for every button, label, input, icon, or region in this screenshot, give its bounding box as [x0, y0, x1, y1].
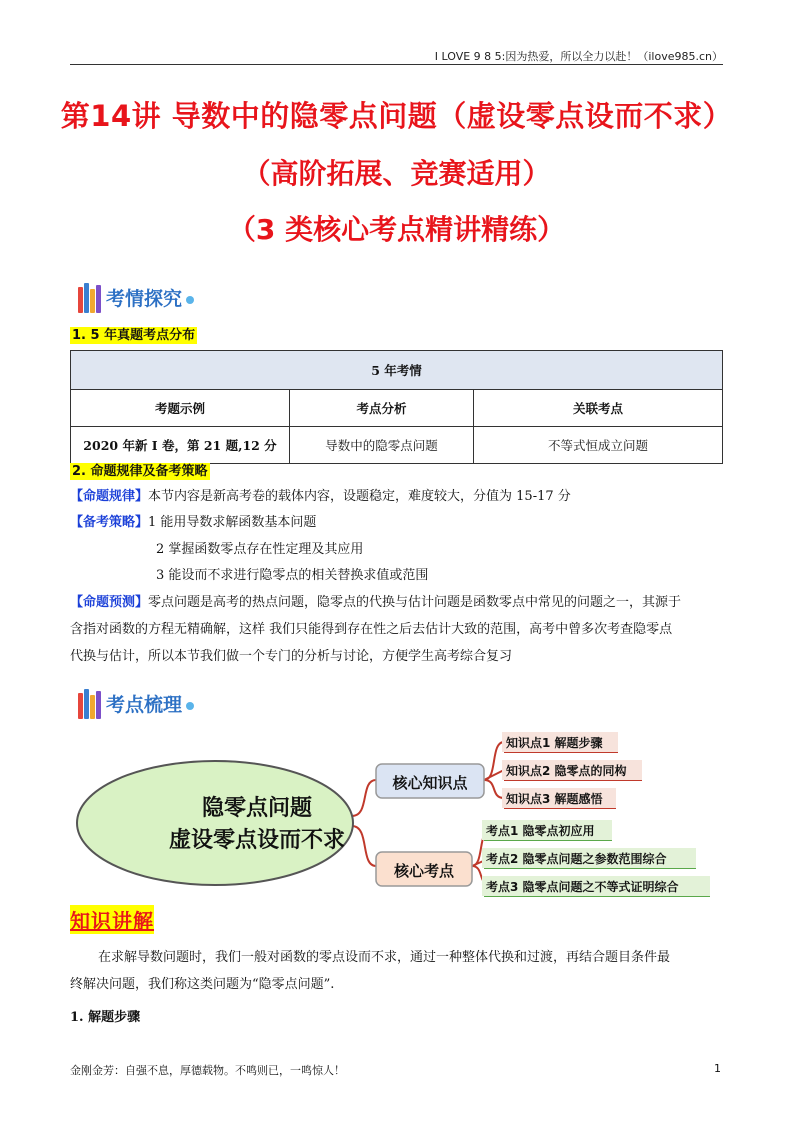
dot-icon	[186, 702, 194, 710]
table-caption: 5 年考情	[71, 351, 723, 390]
sub-heading-exam: 1. 5 年真题考点分布	[72, 328, 196, 343]
section-heading-points	[78, 686, 194, 720]
rule-paragraph: 【命题规律】本节内容是新高考卷的载体内容，设题稳定，难度较大，分值为 15-17 分	[70, 489, 571, 504]
section-title: 考点梳理	[106, 693, 183, 716]
table-cell: 2020 年新 I 卷，第 21 题,12 分	[71, 427, 290, 464]
knowledge-item: 知识点2 隐零点的同构	[506, 764, 627, 778]
forecast-line: 代换与估计，所以本节我们做一个专门的分析与讨论，方便学生高考综合复习	[70, 649, 513, 664]
page-subtitle-2: （3 类核心考点精讲精练）	[227, 213, 566, 246]
footer-motto: 金刚金芳：自强不息，厚德载物。不鸣则已，一鸣惊人！	[70, 1064, 345, 1077]
books-icon	[78, 281, 102, 313]
dot-icon	[186, 296, 194, 304]
forecast-line: 【命题预测】零点问题是高考的热点问题，隐零点的代换与估计问题是函数零点中常见的问题之一，其源于	[70, 595, 682, 610]
table-cell: 导数中的隐零点问题	[290, 427, 474, 464]
table-row	[71, 427, 723, 464]
knowledge-item: 知识点3 解题感悟	[506, 792, 603, 806]
point-item: 考点3 隐零点问题之不等式证明综合	[486, 880, 679, 894]
strategy-item: 2 掌握函数零点存在性定理及其应用	[156, 542, 364, 557]
table-header: 考题示例	[71, 390, 290, 427]
section-title: 考情探究	[106, 287, 183, 310]
table-header: 关联考点	[474, 390, 723, 427]
knowledge-item: 知识点1 解题步骤	[506, 736, 603, 750]
header-text: I LOVE 9 8 5:因为热爱，所以全力以赴！（ilove985.cn）	[434, 50, 723, 63]
books-icon	[78, 687, 102, 719]
page-title: 第14讲 导数中的隐零点问题（虚设零点设而不求）	[60, 99, 733, 133]
branch-label-points: 核心考点	[393, 862, 454, 880]
strategy-line: 【备考策略】1 能用导数求解函数基本问题	[70, 515, 317, 530]
exam-table	[70, 350, 723, 464]
knowledge-title: 知识讲解	[70, 905, 154, 934]
sub-heading-strategy: 2. 命题规律及备考策略	[72, 464, 208, 479]
step-heading: 1. 解题步骤	[70, 1010, 141, 1025]
table-cell: 不等式恒成立问题	[474, 427, 723, 464]
table-header: 考点分析	[290, 390, 474, 427]
section-heading-exam	[78, 280, 194, 314]
strategy-item: 3 能设而不求进行隐零点的相关替换求值或范围	[156, 568, 429, 583]
knowledge-paragraph: 在求解导数问题时，我们一般对函数的零点设而不求，通过一种整体代换和过渡，再结合题目条件最	[98, 950, 671, 965]
header-rule	[70, 64, 723, 65]
branch-label-knowledge: 核心知识点	[392, 774, 468, 792]
mind-map-center-text: 隐零点问题 虚设零点设而不求	[168, 796, 345, 853]
page-number: 1	[714, 1062, 721, 1075]
forecast-line: 含指对函数的方程无精确解，这样 我们只能得到存在性之后去估计大致的范围，高考中曾多次考查隐零点	[70, 622, 673, 637]
page-subtitle-1: （高阶拓展、竞赛适用）	[242, 157, 551, 190]
point-item: 考点1 隐零点初应用	[486, 824, 595, 838]
knowledge-paragraph: 终解决问题，我们称这类问题为“隐零点问题”.	[70, 977, 335, 992]
point-item: 考点2 隐零点问题之参数范围综合	[486, 852, 667, 866]
